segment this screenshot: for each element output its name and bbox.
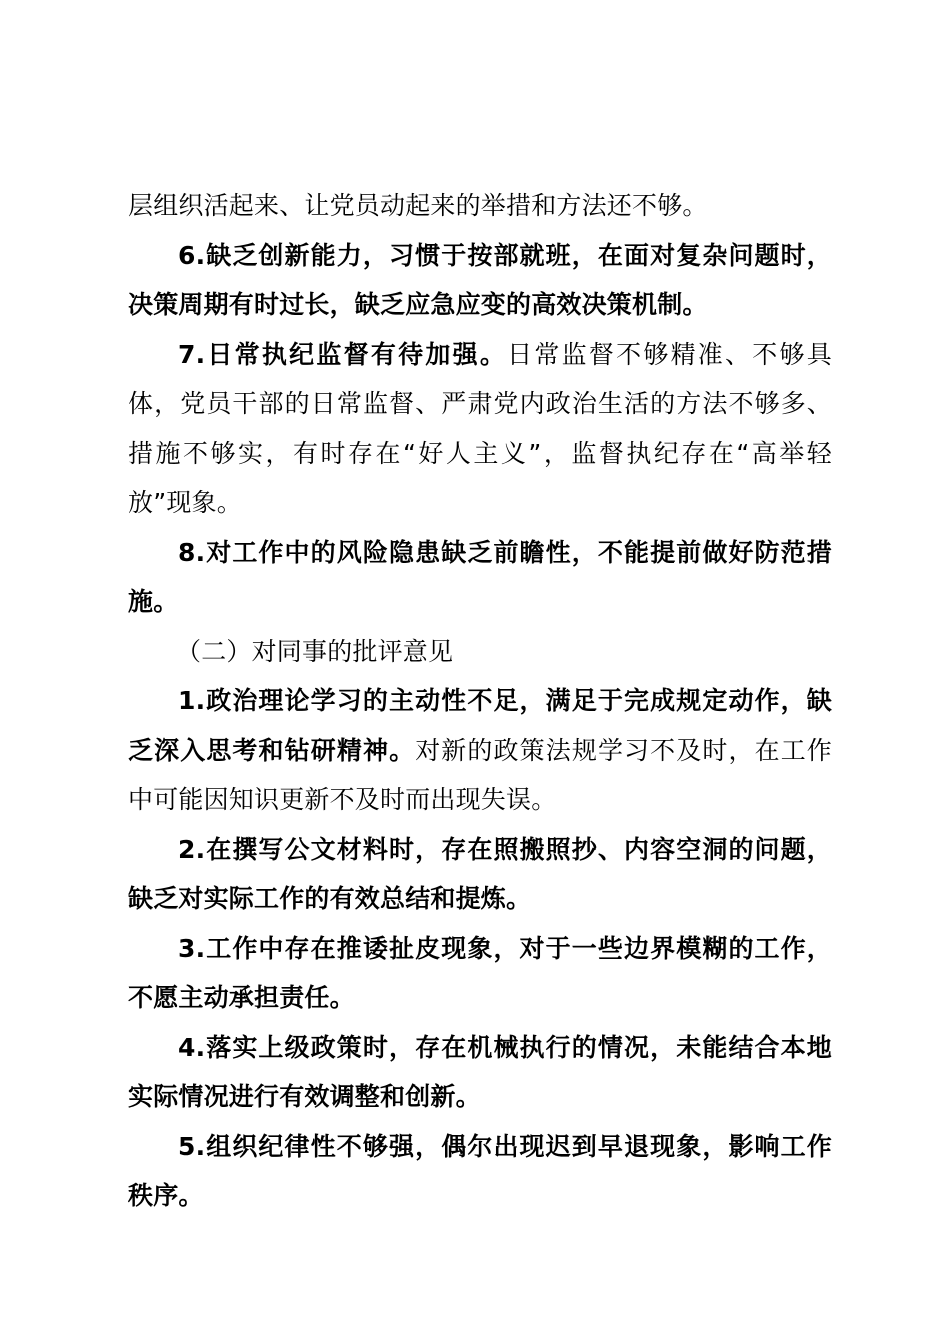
paragraph-bold-text: 5.组织纪律性不够强，偶尔出现迟到早退现象，影响工作秩序。 bbox=[128, 1131, 832, 1210]
paragraph-bold-text: 6.缺乏创新能力，习惯于按部就班，在面对复杂问题时，决策周期有时过长，缺乏应急应变的高效决策机制。 bbox=[128, 240, 832, 319]
paragraph-text: 层组织活起来、让党员动起来的举措和方法还不够。 bbox=[128, 191, 708, 220]
paragraph-text: 日常监督不够精准、不够具体，党员干部的日常监督、严肃党内政治生活的方法不够多、措施不够实，有时存在“好人主义”，监督执纪存在“高举轻放”现象。 bbox=[128, 339, 833, 517]
paragraph-bold-text: 8.对工作中的风险隐患缺乏前瞻性，不能提前做好防范措施。 bbox=[128, 537, 832, 616]
paragraph-bold-text: 4.落实上级政策时，存在机械执行的情况，未能结合本地实际情况进行有效调整和创新。 bbox=[128, 1032, 832, 1111]
paragraph-bold-text: 1.政治理论学习的主动性不足，满足于完成规定动作，缺乏深入思考和钻研精神。 bbox=[128, 686, 832, 765]
paragraph-bold-text: 3.工作中存在推诿扯皮现象，对于一些边界模糊的工作，不愿主动承担责任。 bbox=[128, 933, 832, 1012]
paragraph-text: 对新的政策法规学习不及时，在工作中可能因知识更新不及时而出现失误。 bbox=[128, 735, 833, 814]
paragraph-bold-text: 7.日常执纪监督有待加强。 bbox=[178, 339, 508, 369]
section-heading bbox=[128, 627, 832, 677]
paragraph-critique-4 bbox=[128, 1023, 832, 1122]
paragraph-bold-text: 2.在撰写公文材料时，存在照搬照抄、内容空洞的问题，缺乏对实际工作的有效总结和提炼。 bbox=[128, 834, 832, 913]
paragraph-item-7 bbox=[128, 330, 832, 528]
section-heading-text: （二）对同事的批评意见 bbox=[176, 636, 454, 666]
paragraph-item-8 bbox=[128, 528, 832, 627]
paragraph-critique-2 bbox=[128, 825, 832, 924]
paragraph-item-6 bbox=[128, 231, 832, 330]
paragraph-continuation bbox=[128, 181, 832, 231]
paragraph-critique-1 bbox=[128, 676, 832, 825]
paragraph-critique-3 bbox=[128, 924, 832, 1023]
paragraph-critique-5 bbox=[128, 1122, 832, 1221]
document-body bbox=[128, 181, 832, 1221]
